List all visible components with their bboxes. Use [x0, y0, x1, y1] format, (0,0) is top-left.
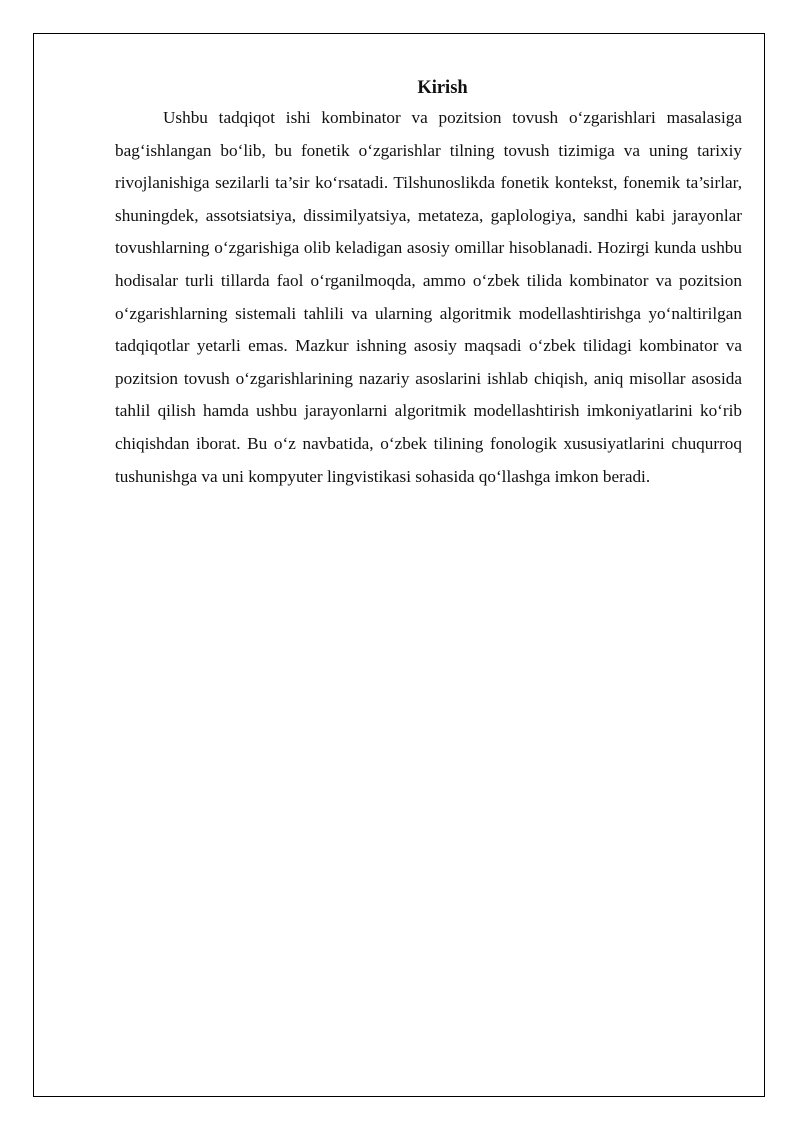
section-heading: Kirish — [417, 78, 468, 98]
document-body — [115, 75, 742, 493]
intro-paragraph: Ushbu tadqiqot ishi kombinator va pozitsion tovush o‘zgarishlari masalasiga bag‘ishlangan bo‘lib, bu fonetik o‘zgarishlar tilning tovush tizimiga va uning tarixiy rivojlanishiga sezilarli ta’sir ko‘rsatadi. Tilshunoslikda fonetik kontekst, fonemik ta’sirlar, shuningdek, assotsiatsiya, dissimilyatsiya, metateza, gaplologiya, sandhi kabi jarayonlar tovushlarning o‘zgarishiga olib keladigan asosiy omillar hisoblanadi. Hozirgi kunda ushbu hodisalar turli tillarda faol o‘rganilmoqda, ammo o‘zbek tilida kombinator va pozitsion o‘zgarishlarning sistemali tahlili va ularning algoritmik modellashtirishga yo‘naltirilgan tadqiqotlar yetarli emas. Mazkur ishning asosiy maqsadi o‘zbek tilidagi kombinator va pozitsion tovush o‘zgarishlarining nazariy asoslarini ishlab chiqish, aniq misollar asosida tahlil qilish hamda ushbu jarayonlarni algoritmik modellashtirish imkoniyatlarini ko‘rib chiqishdan iborat. Bu o‘z navbatida, o‘zbek tilining fonologik xususiyatlarini chuqurroq tushunishga va uni kompyuter lingvistikasi sohasida qo‘llashga imkon beradi. — [115, 108, 742, 486]
